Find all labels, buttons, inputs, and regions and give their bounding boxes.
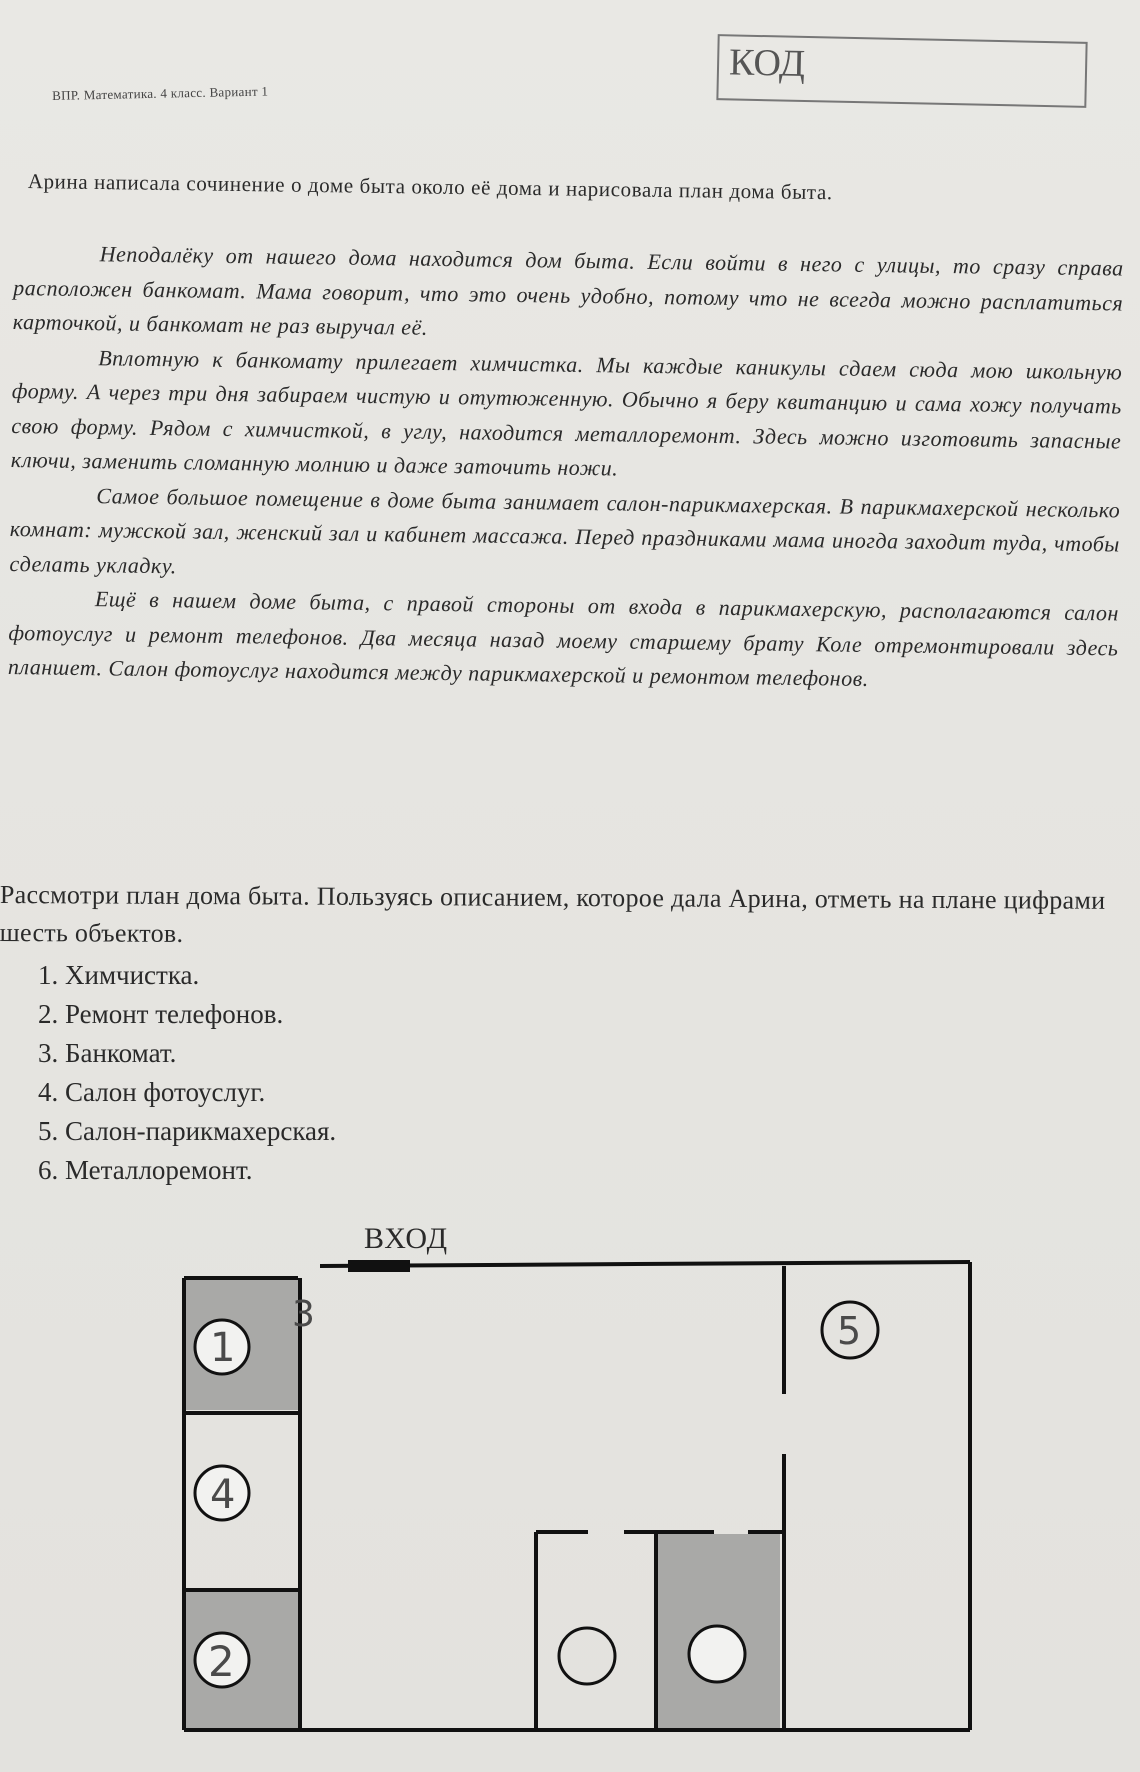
- task-question: Рассмотри план дома быта. Пользуясь описанием, которое дала Арина, отметь на плане цифрами шесть объектов.: [0, 879, 1106, 948]
- header-line: ВПР. Математика. 4 класс. Вариант 1: [52, 83, 269, 103]
- handwritten-number: 1: [210, 1325, 236, 1371]
- essay-paragraph-4: Ещё в нашем доме быта, с правой стороны от входа в парикмахерскую, располагаются салон фотоуслуг и ремонт телефонов. Два месяца назад моему старшему брату Коле отремонтировали здесь планшет. Салон фотоуслуг находится между парикмахерской и ремонтом телефонов.: [7, 586, 1120, 691]
- list-item: 5. Салон-парикмахерская.: [38, 1116, 337, 1146]
- essay-text: [8, 236, 1124, 700]
- essay-paragraph-1: Неподалёку от нашего дома находится дом быта. Если войти в него с улицы, то сразу справа расположен банкомат. Мама говорит, что это очень удобно, потому что не всегда можно расплатиться карточкой, и банкомат не раз выручал её.: [12, 241, 1124, 340]
- list-item: 1. Химчистка.: [38, 960, 200, 990]
- handwritten-number: 4: [210, 1472, 236, 1518]
- room-marker-circle: [689, 1626, 745, 1682]
- task-intro: Арина написала сочинение о доме быта около её дома и нарисовала план дома быта.: [27, 168, 833, 205]
- handwritten-number: 3: [292, 1294, 315, 1335]
- list-item: 4. Салон фотоуслуг.: [38, 1077, 266, 1107]
- handwritten-number: 5: [837, 1309, 862, 1353]
- building-plan: [180, 1258, 980, 1738]
- essay-paragraph-3: Самое большое помещение в доме быта занимает салон-парикмахерская. В парикмахерской несколько комнат: мужской зал, женский зал и кабинет массажа. Перед праздниками мама иногда заходит туда, чтобы сделать укладку.: [9, 482, 1121, 578]
- list-item: 3. Банкомат.: [38, 1038, 177, 1068]
- essay-paragraph-2: Вплотную к банкомату прилегает химчистка. Мы каждые каникулы сдаем сюда мою школьную форму. А через три дня забираем чистую и отутюженную. Обычно я беру квитанцию и сама хожу получать свою форму. Рядом с химчисткой, в углу, находится металлоремонт. Здесь можно изготовить запасные ключи, заменить сломанную молнию и даже заточить ножи.: [10, 344, 1123, 481]
- entrance-label: ВХОД: [364, 1222, 449, 1255]
- room-marker-circle: [559, 1628, 615, 1684]
- code-box[interactable]: [716, 34, 1087, 108]
- entrance-door: [348, 1260, 410, 1272]
- handwritten-number: 2: [208, 1637, 235, 1686]
- list-item: 6. Металлоремонт.: [38, 1155, 253, 1185]
- code-label: КОД: [728, 41, 806, 85]
- objects-list: [38, 956, 336, 1190]
- list-item: 2. Ремонт телефонов.: [38, 999, 284, 1029]
